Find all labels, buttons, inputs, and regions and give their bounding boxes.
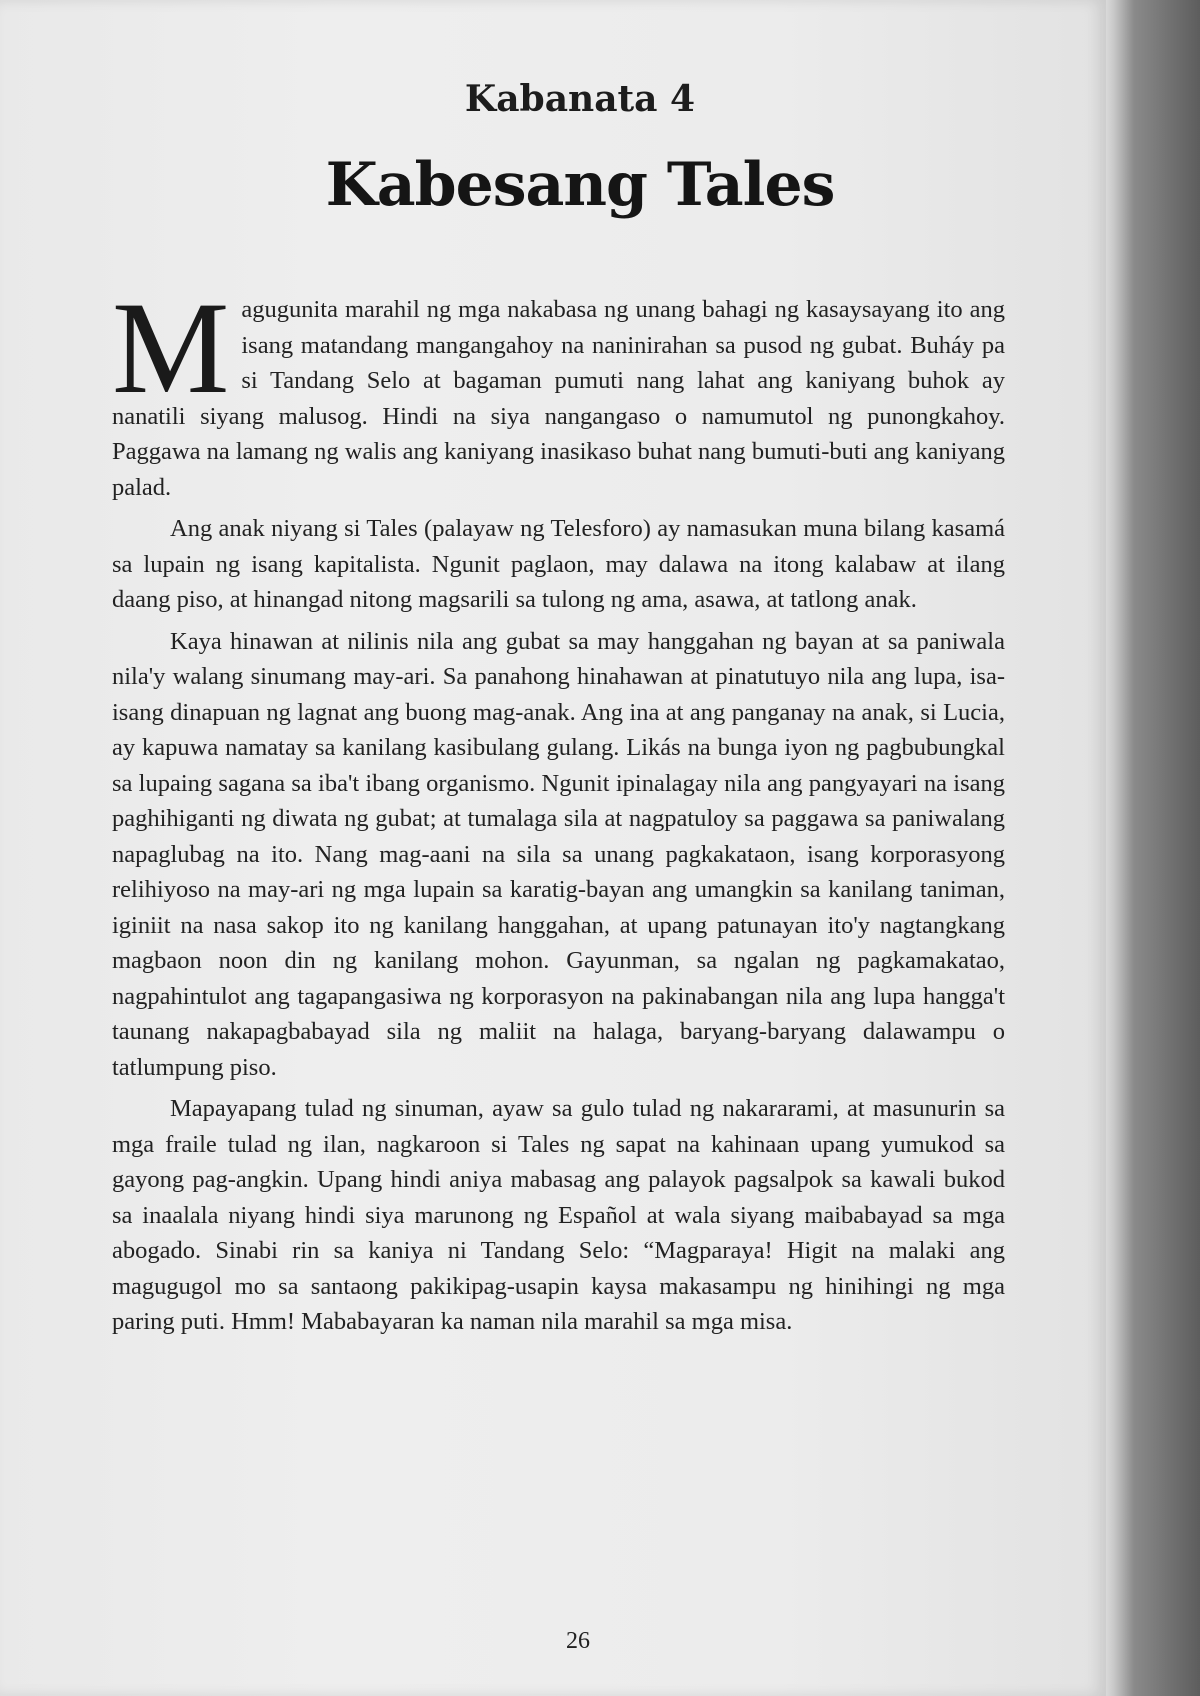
page-edge-shadow: [1106, 0, 1200, 1696]
paragraph-4: Mapayapang tulad ng sinuman, ayaw sa gulo tulad ng nakararami, at masunurin sa mga fraile tulad ng ilan, nagkaroon si Tales ng sapat na kahinaan upang yumukod sa gayong pag-angkin. Upang hindi aniya mabasag ang palayok pagsalpok sa kawali bukod sa inaalala niyang hindi siya marunong ng Español at wala siyang maibabayad sa mga abogado. Sinabi rin sa kaniya ni Tandang Selo: “Magparaya! Higit na malaki ang magugugol mo sa santaong pakikipag-usapin kaysa makasampu ng hinihingi ng mga paring puti. Hmm! Mababayaran ka naman nila marahil sa mga misa.: [112, 1095, 1005, 1335]
paragraph-1: [112, 274, 1005, 505]
paragraph-2: Ang anak niyang si Tales (palayaw ng Telesforo) ay namasukan muna bilang kasamá sa lupain ng isang kapitalista. Ngunit paglaon, may dalawa na itong kalabaw at ilang daang piso, at hinangad nitong magsarili sa tulong ng ama, asawa, at tatlong anak.: [112, 515, 1005, 613]
chapter-title: Kabesang Tales: [325, 150, 835, 220]
paragraph-3: Kaya hinawan at nilinis nila ang gubat sa may hanggahan ng bayan at sa paniwala nila'y walang sinumang may-ari. Sa panahong hinahawan at pinatutuyo nila ang lupa, isa-isang dinapuan ng lagnat ang buong mag-anak. Ang ina at ang panganay na anak, si Lucia, ay kapuwa namatay sa kanilang kasibulang gulang. Likás na bunga iyon ng pagbubungkal sa lupaing sagana sa iba't ibang organismo. Ngunit ipinalagay nila ang pangyayari na isang paghihiganti ng diwata ng gubat; at tumalaga sila at nagpatuloy sa paggawa sa paniwalang napaglubag na ito. Nang mag-aani na sila sa unang pagkakataon, isang korporasyong relihiyoso na may-ari ng mga lupain sa karatig-bayan ang umangkin sa kanilang taniman, iginiit na nasa sakop ito ng kanilang hanggahan, at upang patunayan ito'y nagtangkang magbaon noon din ng kanilang mohon. Gayunman, sa ngalan ng pagkamakatao, nagpahintulot ang tagapangasiwa ng korporasyon na pakinabangan nila ang lupa hangga't taunang nakapagbabayad sila ng maliit na halaga, baryang-baryang dalawampu o tatlumpung piso.: [112, 627, 1005, 1081]
drop-cap: M: [112, 274, 230, 421]
paragraph-1-text: agugunita marahil ng mga nakabasa ng unang bahagi ng kasaysayang ito ang isang matandang mangangahoy na naninirahan sa pusod ng gubat. Buháy pa si Tandang Selo at bagaman pumuti nang lahat ang kaniyang buhok ay nanatili siyang malusog. Hindi na siya nangangaso o namumutol ng punongkahoy. Paggawa na lamang ng walis ang kaniyang inasikaso buhat nang bumuti-buti ang kaniyang palad.: [112, 296, 1005, 501]
chapter-label: Kabanata 4: [464, 78, 696, 120]
page-number: 26: [566, 1628, 590, 1654]
chapter-body: [112, 274, 1005, 1346]
